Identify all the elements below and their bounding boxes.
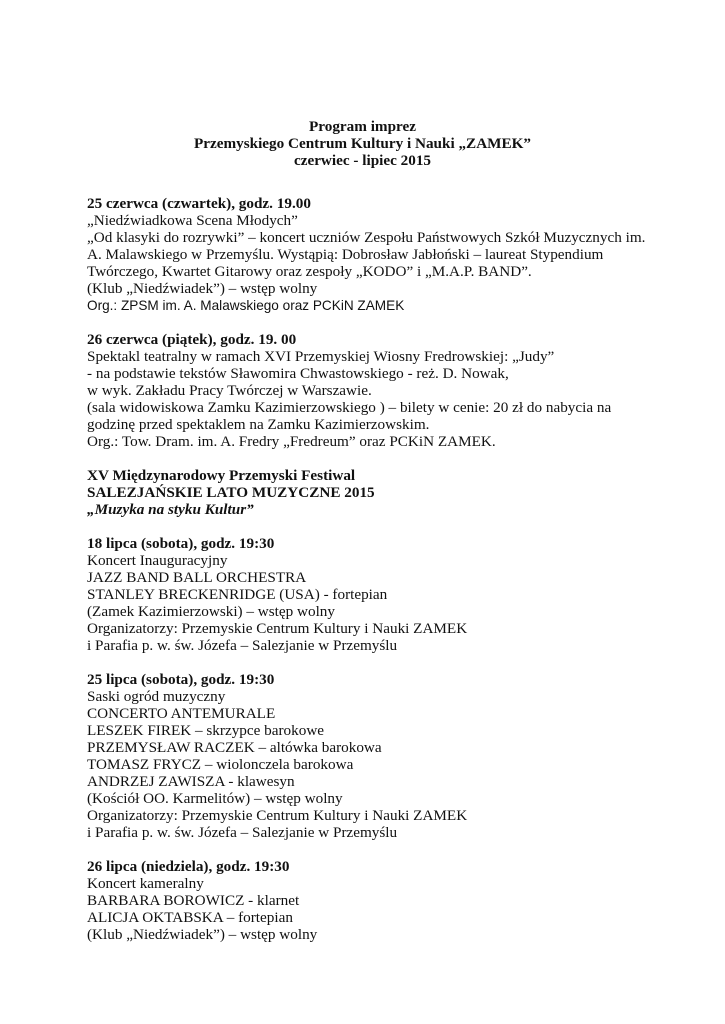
event-line: PRZEMYSŁAW RACZEK – altówka barokowa: [87, 739, 382, 756]
event-line: Koncert kameralny: [87, 875, 204, 892]
event-date: 25 lipca (sobota), godz. 19:30: [87, 671, 275, 688]
event-date: 25 czerwca (czwartek), godz. 19.00: [87, 195, 311, 212]
event-date: 26 czerwca (piątek), godz. 19. 00: [87, 331, 297, 348]
header-period: czerwiec - lipiec 2015: [293, 152, 432, 169]
event-line: godzinę przed spektaklem na Zamku Kazimierzowskim.: [87, 416, 430, 433]
event-line: (Klub „Niedźwiadek”) – wstęp wolny: [87, 280, 318, 297]
event-26-july: [87, 858, 687, 943]
event-line: BARBARA BOROWICZ - klarnet: [87, 892, 300, 909]
event-line: Saski ogród muzyczny: [87, 688, 226, 705]
program-content: [87, 195, 687, 943]
event-line: Koncert Inauguracyjny: [87, 552, 228, 569]
event-line: (Kościół OO. Karmelitów) – wstęp wolny: [87, 790, 343, 807]
event-line: (sala widowiskowa Zamku Kazimierzowskiego ) – bilety w cenie: 20 zł do nabycia na: [87, 399, 612, 416]
event-25-june: [87, 195, 687, 314]
event-organizer: Organizatorzy: Przemyskie Centrum Kultury i Nauki ZAMEK: [87, 620, 468, 637]
event-line: (Klub „Niedźwiadek”) – wstęp wolny: [87, 926, 318, 943]
event-18-july: [87, 535, 687, 654]
event-line: ANDRZEJ ZAWISZA - klawesyn: [87, 773, 295, 790]
event-line: „Niedźwiadkowa Scena Młodych”: [87, 212, 298, 229]
event-line: w wyk. Zakładu Pracy Twórczej w Warszawie.: [87, 382, 372, 399]
event-line: ALICJA OKTABSKA – fortepian: [87, 909, 293, 926]
event-organizer: Org.: Tow. Dram. im. A. Fredry „Fredreum” oraz PCKiN ZAMEK.: [87, 433, 496, 450]
event-line: „Od klasyki do rozrywki” – koncert uczniów Zespołu Państwowych Szkół Muzycznych im.: [87, 229, 646, 246]
event-line: - na podstawie tekstów Sławomira Chwastowskiego - reż. D. Nowak,: [87, 365, 509, 382]
event-line: Twórczego, Kwartet Gitarowy oraz zespoły „KODO” i „M.A.P. BAND”.: [87, 263, 532, 280]
event-date: 26 lipca (niedziela), godz. 19:30: [87, 858, 290, 875]
header-title: Program imprez: [309, 118, 416, 135]
festival-heading: [87, 467, 687, 518]
event-organizer: Organizatorzy: Przemyskie Centrum Kultury i Nauki ZAMEK: [87, 807, 468, 824]
event-line: CONCERTO ANTEMURALE: [87, 705, 276, 722]
event-line: A. Malawskiego w Przemyślu. Wystąpią: Dobrosław Jabłoński – laureat Stypendium: [87, 246, 604, 263]
event-date: 18 lipca (sobota), godz. 19:30: [87, 535, 275, 552]
festival-title: SALEZJAŃSKIE LATO MUZYCZNE 2015: [87, 484, 375, 501]
event-line: Spektakl teatralny w ramach XVI Przemyskiej Wiosny Fredrowskiej: „Judy”: [87, 348, 555, 365]
event-line: TOMASZ FRYCZ – wiolonczela barokowa: [87, 756, 354, 773]
event-line: STANLEY BRECKENRIDGE (USA) - fortepian: [87, 586, 388, 603]
event-26-june: [87, 331, 687, 450]
event-organizer: i Parafia p. w. św. Józefa – Salezjanie w Przemyślu: [87, 824, 398, 841]
event-line: JAZZ BAND BALL ORCHESTRA: [87, 569, 307, 586]
event-line: LESZEK FIREK – skrzypce barokowe: [87, 722, 325, 739]
event-organizer: Org.: ZPSM im. A. Malawskiego oraz PCKiN ZAMEK: [87, 298, 405, 313]
document-header: [0, 118, 725, 169]
festival-name: XV Międzynarodowy Przemyski Festiwal: [87, 467, 356, 484]
event-line: (Zamek Kazimierzowski) – wstęp wolny: [87, 603, 335, 620]
header-organization: Przemyskiego Centrum Kultury i Nauki „ZAMEK”: [193, 135, 532, 152]
event-25-july: [87, 671, 687, 841]
event-organizer: i Parafia p. w. św. Józefa – Salezjanie w Przemyślu: [87, 637, 398, 654]
festival-motto: „Muzyka na styku Kultur”: [87, 501, 254, 518]
